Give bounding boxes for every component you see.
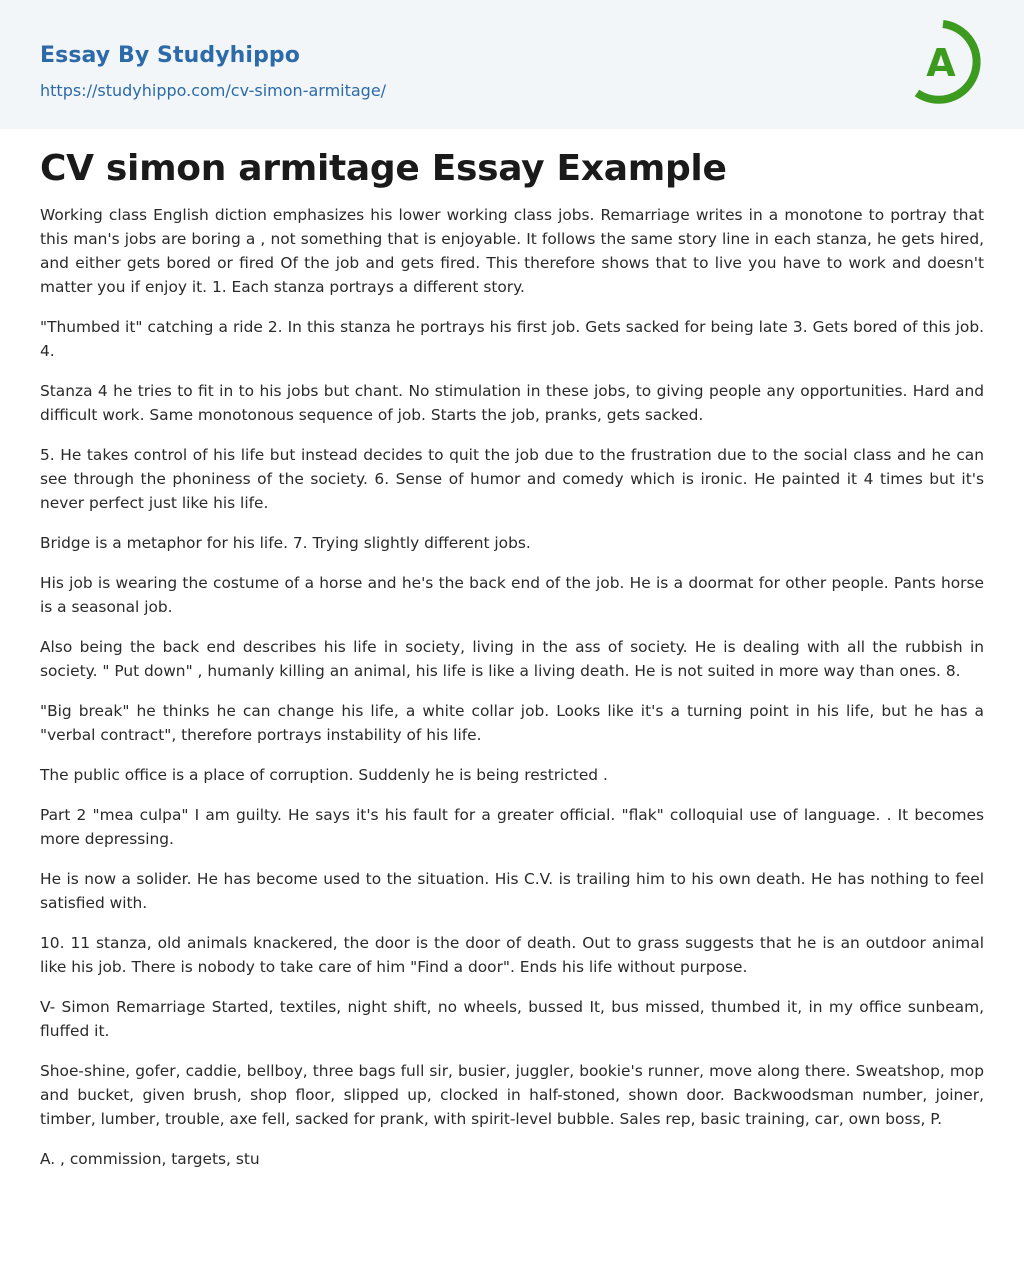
brand-name[interactable]: Essay By Studyhippo: [40, 43, 300, 68]
essay-url-link[interactable]: https://studyhippo.com/cv-simon-armitage/: [40, 81, 387, 100]
essay-paragraph: Also being the back end describes his life in society, living in the ass of society. He is dealing with all the rubbish in society. " Put down" , humanly killing an animal, his life is like a living death. He is not suited in more way than ones. 8.: [40, 638, 984, 680]
essay-paragraph: "Big break" he thinks he can change his life, a white collar job. Looks like it's a turning point in his life, but he has a "verbal contract", therefore portrays instability of his life.: [40, 702, 984, 744]
essay-paragraph: He is now a solider. He has become used to the situation. His C.V. is trailing him to his own death. He has nothing to feel satisfied with.: [40, 870, 984, 912]
essay-paragraph: Working class English diction emphasizes his lower working class jobs. Remarriage writes in a monotone to portray that this man's jobs are boring a , not something that is enjoyable. It follows the same story line in each stanza, he gets hired, and either gets bored or fired Of the job and gets fired. This therefore shows that to live you have to work and doesn't matter you if enjoy it. 1. Each stanza portrays a different story.: [40, 206, 984, 296]
essay-paragraph: 10. 11 stanza, old animals knackered, the door is the door of death. Out to grass suggests that he is an outdoor animal like his job. There is nobody to take care of him "Find a door". Ends his life without purpose.: [40, 934, 984, 976]
essay-paragraph: "Thumbed it" catching a ride 2. In this stanza he portrays his first job. Gets sacked for being late 3. Gets bored of this job. 4.: [40, 318, 984, 360]
essay-paragraph: His job is wearing the costume of a horse and he's the back end of the job. He is a doormat for other people. Pants horse is a seasonal job.: [40, 574, 984, 616]
essay-paragraph: V- Simon Remarriage Started, textiles, night shift, no wheels, bussed It, bus missed, thumbed it, in my office sunbeam, fluffed it.: [40, 998, 984, 1040]
essay-paragraph: Stanza 4 he tries to fit in to his jobs but chant. No stimulation in these jobs, to giving people any opportunities. Hard and difficult work. Same monotonous sequence of job. Starts the job, pranks, gets sacked.: [40, 382, 984, 424]
site-header: [0, 0, 1024, 129]
essay-paragraph: A. , commission, targets, stu: [40, 1150, 260, 1168]
essay-paragraph: 5. He takes control of his life but instead decides to quit the job due to the frustration due to the social class and he can see through the phoniness of the society. 6. Sense of humor and comedy which is ironic. He painted it 4 times but it's never perfect just like his life.: [40, 446, 984, 512]
page-title: CV simon armitage Essay Example: [40, 148, 727, 189]
essay-paragraph: Part 2 "mea culpa" I am guilty. He says it's his fault for a greater official. "flak" colloquial use of language. . It becomes more depressing.: [40, 806, 984, 848]
essay-paragraph: Shoe-shine, gofer, caddie, bellboy, three bags full sir, busier, juggler, bookie's runner, move along there. Sweatshop, mop and bucket, given brush, shop floor, slipped up, clocked in half-stoned, shown door. Backwoodsman number, joiner, timber, lumber, trouble, axe fell, sacked for prank, with spirit-level bubble. Sales rep, basic training, car, own boss, P.: [40, 1062, 984, 1128]
essay-paragraph: The public office is a place of corruption. Suddenly he is being restricted .: [40, 766, 608, 784]
essay-content: [0, 129, 1024, 1171]
essay-paragraph: Bridge is a metaphor for his life. 7. Trying slightly different jobs.: [40, 534, 531, 552]
studyhippo-a-logo-icon[interactable]: [903, 18, 987, 106]
logo-letter: A: [926, 41, 956, 85]
